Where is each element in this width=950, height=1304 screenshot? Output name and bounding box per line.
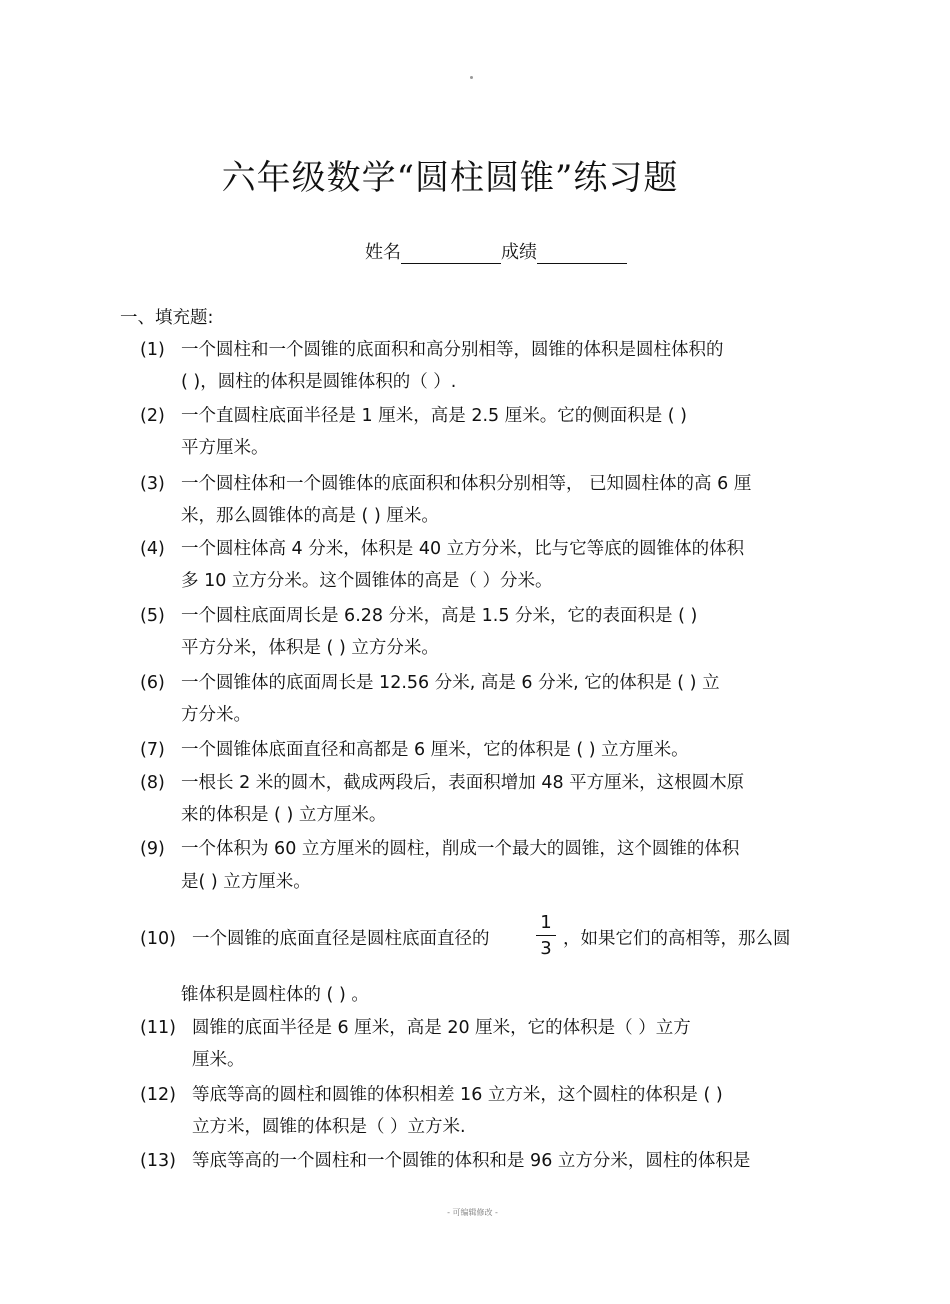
question-5-line-2: 平方分米，体积是 ( ) 立方分米。 [181, 638, 439, 658]
fraction-one-third [536, 912, 556, 959]
question-3-line-2: 米，那么圆锥体的高是 ( ) 厘米。 [181, 506, 439, 526]
question-number: (5) [140, 606, 165, 626]
fraction-bar [536, 935, 556, 936]
score-blank [537, 243, 627, 264]
question-1-line-1: 一个圆柱和一个圆锥的底面积和高分别相等，圆锥的体积是圆柱体积的 [181, 340, 724, 360]
question-number: (12) [140, 1085, 176, 1105]
question-8-line-2: 来的体积是 ( ) 立方厘米。 [181, 805, 387, 825]
question-number: (2) [140, 406, 165, 426]
question-number: (4) [140, 539, 165, 559]
top-dot-mark [470, 76, 473, 79]
name-score-line [365, 238, 627, 264]
question-8-line-1: 一根长 2 米的圆木，截成两段后，表面积增加 48 平方厘米，这根圆木原 [181, 773, 745, 793]
page-title: 六年级数学“圆柱圆锥”练习题 [221, 158, 679, 198]
question-6-line-1: 一个圆锥体的底面周长是 12.56 分米, 高是 6 分米, 它的体积是 ( ) 立 [181, 673, 720, 693]
question-9-line-1: 一个体积为 60 立方厘米的圆柱，削成一个最大的圆锥，这个圆锥的体积 [181, 839, 740, 859]
question-number: (10) [140, 929, 176, 949]
question-12-line-2: 立方米，圆锥的体积是（ ）立方米. [192, 1117, 466, 1137]
question-number: (7) [140, 740, 165, 760]
question-11-line-1: 圆锥的底面半径是 6 厘米，高是 20 厘米，它的体积是（ ）立方 [192, 1018, 691, 1038]
question-7-line-1: 一个圆锥体底面直径和高都是 6 厘米，它的体积是 ( ) 立方厘米。 [181, 740, 689, 760]
question-9-line-2: 是( ) 立方厘米。 [181, 872, 311, 892]
question-number: (13) [140, 1151, 176, 1171]
page-footer: - 可编辑修改 - [447, 1208, 498, 1217]
question-3-line-1: 一个圆柱体和一个圆锥体的底面积和体积分别相等， 已知圆柱体的高 6 厘 [181, 474, 752, 494]
question-10-line-1-part-a: 一个圆锥的底面直径是圆柱底面直径的 [192, 929, 490, 949]
question-11-line-2: 厘米。 [192, 1050, 245, 1070]
question-number: (9) [140, 839, 165, 859]
score-label: 成绩 [501, 242, 537, 263]
question-2-line-1: 一个直圆柱底面半径是 1 厘米，高是 2.5 厘米。它的侧面积是 ( ) [181, 406, 687, 426]
question-number: (1) [140, 340, 165, 360]
fraction-numerator: 1 [540, 912, 552, 933]
question-number: (3) [140, 474, 165, 494]
question-13-line-1: 等底等高的一个圆柱和一个圆锥的体积和是 96 立方分米，圆柱的体积是 [192, 1151, 751, 1171]
name-blank [401, 243, 501, 264]
question-number: (8) [140, 773, 165, 793]
question-5-line-1: 一个圆柱底面周长是 6.28 分米，高是 1.5 分米，它的表面积是 ( ) [181, 606, 698, 626]
question-4-line-1: 一个圆柱体高 4 分米，体积是 40 立方分米，比与它等底的圆锥体的体积 [181, 539, 745, 559]
name-label: 姓名 [365, 242, 401, 263]
question-12-line-1: 等底等高的圆柱和圆锥的体积相差 16 立方米，这个圆柱的体积是 ( ) [192, 1085, 723, 1105]
question-1-line-2: ( )，圆柱的体积是圆锥体积的（ ）. [181, 372, 457, 392]
question-4-line-2: 多 10 立方分米。这个圆锥体的高是（ ）分米。 [181, 571, 553, 591]
question-6-line-2: 方分米。 [181, 705, 251, 725]
question-number: (6) [140, 673, 165, 693]
section-heading: 一、填充题: [120, 308, 214, 328]
question-10-line-2: 锥体积是圆柱体的 ( ) 。 [181, 985, 369, 1005]
fraction-denominator: 3 [540, 938, 552, 959]
question-2-line-2: 平方厘米。 [181, 438, 269, 458]
question-number: (11) [140, 1018, 176, 1038]
question-10-line-1-part-b: ，如果它们的高相等，那么圆 [563, 929, 791, 949]
